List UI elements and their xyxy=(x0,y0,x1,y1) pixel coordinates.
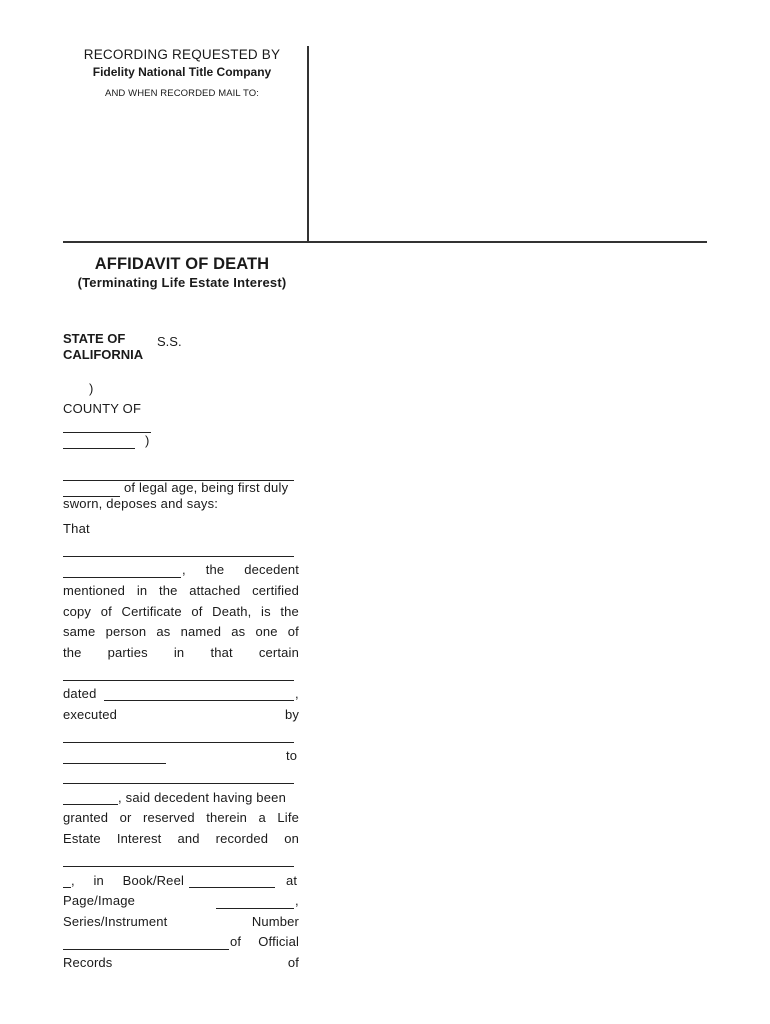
document-title-block xyxy=(64,254,300,291)
decedent-line xyxy=(182,562,299,578)
title-company-name: Fidelity National Title Company xyxy=(92,65,272,79)
county-blank-1 xyxy=(63,432,151,433)
mentioned-line xyxy=(63,583,299,599)
word: of xyxy=(230,934,242,949)
word: of xyxy=(287,955,299,970)
word: certain xyxy=(258,645,299,660)
granted-line xyxy=(63,810,299,826)
county-blank-2 xyxy=(63,448,135,449)
word: granted xyxy=(63,810,109,825)
word: a xyxy=(258,810,266,825)
state-label-line2: CALIFORNIA xyxy=(63,347,144,362)
word: Official xyxy=(258,934,299,949)
records-label: Records xyxy=(63,955,113,970)
page-image-label: Page/Image xyxy=(63,893,136,908)
word: parties xyxy=(107,645,148,660)
word: attached xyxy=(189,583,241,598)
word: the xyxy=(63,645,82,660)
book-line xyxy=(71,873,184,889)
dated-comma: , xyxy=(295,686,299,701)
word: person xyxy=(105,624,147,639)
word: of xyxy=(191,604,203,619)
word: reserved xyxy=(142,810,195,825)
executed-by-blank-2 xyxy=(63,763,166,764)
header-horizontal-rule xyxy=(63,241,707,243)
word: certified xyxy=(252,583,299,598)
at-label: at xyxy=(286,873,298,888)
mail-to-label: AND WHEN RECORDED MAIL TO: xyxy=(105,88,259,99)
executed-line xyxy=(63,707,299,723)
recorded-on-blank-2 xyxy=(63,887,71,888)
state-label-line1: STATE OF xyxy=(63,331,126,346)
document-type-blank xyxy=(63,680,294,681)
decedent-blank-2 xyxy=(63,577,181,578)
word: Death, xyxy=(212,604,252,619)
recording-requested-by: RECORDING REQUESTED BY xyxy=(83,47,281,62)
records-line xyxy=(63,955,299,971)
word: decedent xyxy=(244,562,299,577)
word: named xyxy=(180,624,222,639)
word: of xyxy=(100,604,112,619)
recorded-on-blank-1 xyxy=(63,866,294,867)
parties-line xyxy=(63,645,299,661)
series-line xyxy=(63,914,299,930)
word: the xyxy=(280,604,299,619)
state-label xyxy=(63,331,143,363)
word: and xyxy=(177,831,200,846)
word: the xyxy=(158,583,178,598)
estate-line xyxy=(63,831,299,847)
header-vertical-rule xyxy=(307,46,309,242)
word: Life xyxy=(277,810,299,825)
to-blank-2 xyxy=(63,804,118,805)
book-reel-blank xyxy=(189,887,275,888)
page-image-blank xyxy=(216,908,294,909)
word: in xyxy=(93,873,104,888)
word: therein xyxy=(206,810,248,825)
word: Estate xyxy=(63,831,101,846)
venue-paren-1: ) xyxy=(89,381,94,396)
that-text: That xyxy=(63,521,90,536)
word: Certificate xyxy=(121,604,182,619)
word: mentioned xyxy=(63,583,126,598)
word: copy xyxy=(63,604,92,619)
dated-label: dated xyxy=(63,686,97,701)
dated-blank xyxy=(104,700,294,701)
executed-by-blank-1 xyxy=(63,742,294,743)
document-subtitle: (Terminating Life Estate Interest) xyxy=(77,275,287,290)
word: is xyxy=(261,604,271,619)
word: one xyxy=(255,624,278,639)
to-label: to xyxy=(286,748,298,763)
word: , xyxy=(71,873,75,888)
word: as xyxy=(156,624,171,639)
word: on xyxy=(284,831,299,846)
word: recorded xyxy=(215,831,269,846)
word: the xyxy=(205,562,225,577)
page-image-comma: , xyxy=(295,893,299,908)
word: in xyxy=(136,583,148,598)
executed-label: executed xyxy=(63,707,117,722)
said-decedent-text: , said decedent having been xyxy=(118,790,287,805)
same-person-line xyxy=(63,624,299,640)
instrument-number-blank xyxy=(63,949,229,950)
word: that xyxy=(210,645,233,660)
official-line xyxy=(230,934,299,950)
word: Interest xyxy=(116,831,162,846)
venue-paren-2: ) xyxy=(145,433,150,448)
sworn-text: sworn, deposes and says: xyxy=(63,496,219,511)
series-instrument-label: Series/Instrument xyxy=(63,914,168,929)
decedent-blank-1 xyxy=(63,556,294,557)
by-label: by xyxy=(284,707,299,722)
affiant-tail: of legal age, being first duly xyxy=(124,480,289,495)
word: same xyxy=(63,624,96,639)
word: in xyxy=(173,645,185,660)
to-blank-1 xyxy=(63,783,294,784)
number-label: Number xyxy=(251,914,299,929)
word: , xyxy=(182,562,186,577)
word: of xyxy=(287,624,299,639)
word: as xyxy=(231,624,246,639)
document-title: AFFIDAVIT OF DEATH xyxy=(94,255,270,273)
word: Book/Reel xyxy=(122,873,184,888)
copy-line xyxy=(63,604,299,620)
word: or xyxy=(119,810,132,825)
county-label: COUNTY OF xyxy=(63,401,142,416)
recording-header xyxy=(64,46,300,101)
ss-label: S.S. xyxy=(157,334,182,349)
